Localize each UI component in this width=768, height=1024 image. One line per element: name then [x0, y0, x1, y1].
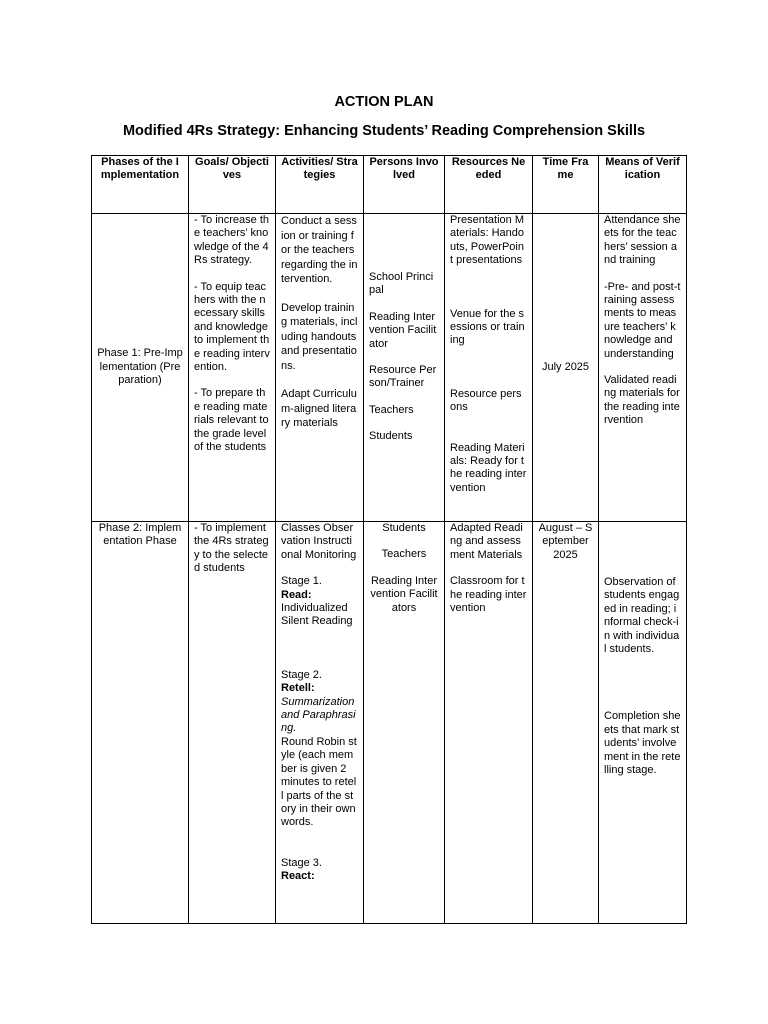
person-item: Students [369, 430, 413, 443]
resource-item: Venue for the sessions or training [450, 307, 525, 347]
resource-item: Resource persons [450, 387, 522, 414]
header-verification: Means of Verification [599, 156, 687, 214]
goal-item: - To equip teachers with the necessary skills and knowledge to implement the reading intervention. [194, 280, 270, 374]
stage-2-label: Stage 2. [281, 668, 322, 681]
person-item: Students [382, 522, 426, 534]
time-frame: July 2025 [541, 360, 590, 373]
table-row [92, 214, 687, 522]
stage-3-name: React: [281, 870, 315, 883]
resource-item: Reading Materials: Ready for the reading intervention [450, 441, 527, 494]
resource-item: Classroom for the reading intervention [450, 575, 527, 615]
goal-item: - To implement the 4Rs strategy to the selected students [194, 522, 269, 575]
action-plan-table [91, 155, 687, 924]
persons-cell [364, 214, 445, 522]
person-item: Reading Intervention Facilitators [370, 574, 438, 614]
person-item: School Principal [369, 271, 434, 297]
header-time-frame: Time Frame [533, 156, 599, 214]
verification-cell [599, 522, 687, 924]
stage-3-label: Stage 3. [281, 856, 322, 869]
person-item: Teachers [369, 403, 414, 416]
activity-item: Develop training materials, including handouts and presentations. [281, 301, 358, 372]
person-item: Reading Intervention Facilitator [369, 310, 437, 350]
resources-cell [445, 522, 533, 924]
verification-item: Validated reading materials for the reading intervention [604, 374, 680, 427]
resource-item: Adapted Reading and assessment Materials [450, 522, 523, 561]
stage-2-italic: Summarization and Paraphrasing. [281, 695, 356, 735]
header-activities: Activities/ Strategies [276, 156, 364, 214]
stage-2 [281, 669, 358, 830]
verification-item: -Pre- and post-training assessments to measure teachers’ knowledge and understanding [604, 280, 681, 360]
goal-item: - To prepare the reading materials relevant to the grade level of the students [194, 387, 269, 454]
activity-item: Conduct a session or training for the teachers regarding the intervention. [281, 215, 358, 285]
phase-label: Phase 1: Pre-Implementation (Preparation) [97, 347, 183, 387]
stage-1-label: Stage 1. [281, 575, 322, 588]
activities-cell [276, 522, 364, 924]
time-frame-cell [533, 214, 599, 522]
document-title: ACTION PLAN [334, 94, 434, 110]
goals-cell [189, 522, 276, 924]
verification-item: Completion sheets that mark students’ involvement in the retelling stage. [604, 710, 681, 777]
activity-intro: Classes Observation Instructional Monitoring [281, 522, 357, 561]
phase-cell [92, 214, 189, 522]
table-header-row [92, 156, 687, 214]
header-goals: Goals/ Objectives [189, 156, 276, 214]
activities-cell [276, 214, 364, 522]
activity-item: Adapt Curriculum-aligned literary materials [281, 388, 357, 429]
verification-item: Observation of students engaged in reading; informal check-in with individual students. [604, 576, 680, 656]
person-item: Resource Person/Trainer [369, 364, 437, 390]
verification-item: Attendance sheets for the teachers’ session and training [604, 214, 681, 267]
document-subtitle: Modified 4Rs Strategy: Enhancing Students’ Reading Comprehension Skills [122, 123, 646, 139]
persons-cell [364, 522, 445, 924]
goals-cell [189, 214, 276, 522]
verification-cell [599, 214, 687, 522]
table-row [92, 522, 687, 924]
stage-1-desc: Individualized Silent Reading [281, 602, 353, 628]
goal-item: - To increase the teachers’ knowledge of the 4Rs strategy. [194, 214, 270, 267]
stage-1 [281, 575, 358, 629]
time-frame-cell [533, 522, 599, 924]
stage-2-name: Retell: [281, 682, 315, 695]
header-persons: Persons Involved [364, 156, 445, 214]
stage-3 [281, 857, 358, 884]
header-phases: Phases of the Implementation [92, 156, 189, 214]
phase-label: Phase 2: Implementation Phase [98, 522, 182, 548]
stage-2-desc: Round Robin style (each member is given 2 minutes to retell parts of the story in their own words. [281, 735, 357, 829]
resources-cell [445, 214, 533, 522]
time-frame: August – September 2025 [538, 522, 593, 561]
resource-item: Presentation Materials: Handouts, PowerPoint presentations [450, 214, 524, 267]
header-resources: Resources Needed [445, 156, 533, 214]
stage-1-name: Read: [281, 588, 312, 601]
phase-cell [92, 522, 189, 924]
person-item: Teachers [381, 548, 427, 561]
